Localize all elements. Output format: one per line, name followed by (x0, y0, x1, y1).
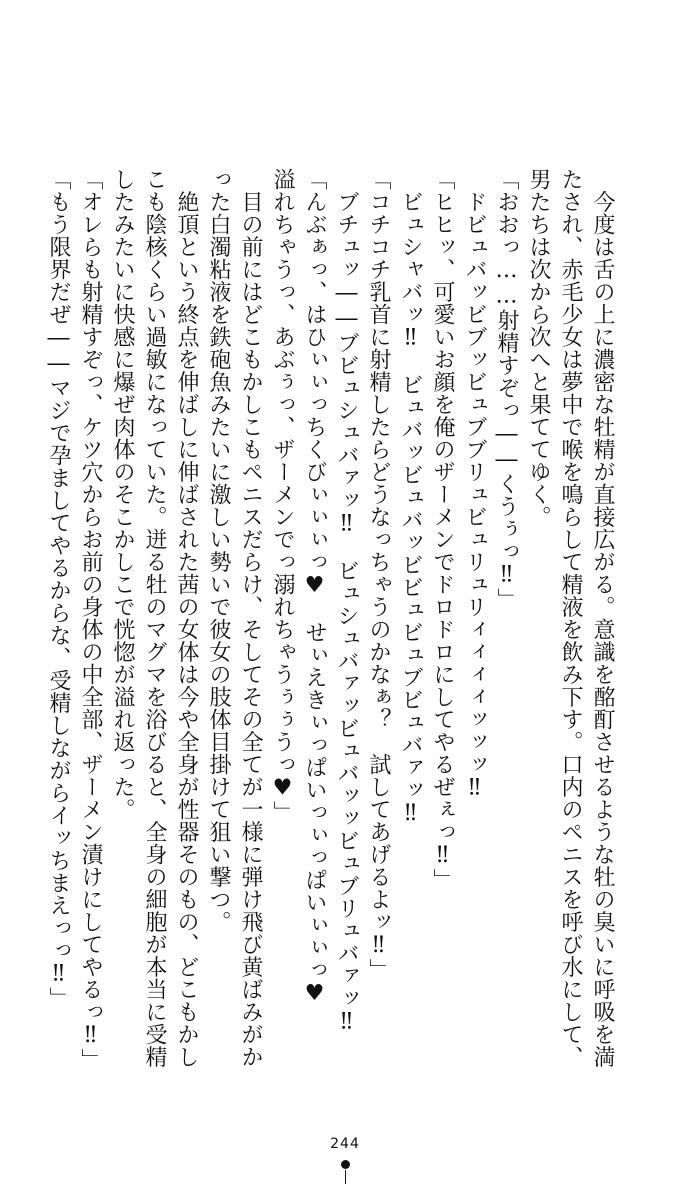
text-line: したみたいに快感に爆ぜ肉体のそこかしこで恍惚が溢れ返った。 (110, 168, 135, 821)
text-line: 「んぶぁっ、はひぃぃっちくびぃぃぃっ♥ せぃえきぃっぱいっぃっぱいぃぃっ♥ (302, 168, 327, 1007)
body-text (42, 168, 618, 1071)
page-number: 244 (330, 1136, 360, 1152)
text-line: 溢れちゃうっ、あぶぅっ、ザーメンでっ溺れちゃうぅぅうっ♥」 (270, 168, 295, 824)
text-line: 絶頂という終点を伸ばしに伸ばされた茜の女体は今や全身が性器そのもの、どこもかし (174, 168, 199, 1068)
text-line: ビュシャバッ‼ ビュバッビュバッビビュビュブビュバァッ‼ (398, 168, 423, 827)
text-line: こも陰核くらい過敏になっていた。迸る牡のマグマを浴びると、全身の細胞が本当に受精 (142, 168, 167, 1068)
text-line: 「オレらも射精すぞっ、ケツ穴からお前の身体の中全部、ザーメン漬けにしてやるっ‼」 (78, 168, 103, 1071)
text-line: 「コチコチ乳首に射精したらどうなっちゃうのかなぁ？ 試してあげるよッ‼」 (366, 168, 391, 981)
text-line: 「もう限界だぜ――マジで孕ましてやるからな、受精しながらイッちまえっっ‼」 (46, 168, 71, 1010)
text-line: ブチュッ――ブビュシュバァッ‼ ビュシュバァッビュバッッビュブリュバァッ‼ (334, 168, 359, 1035)
text-line: 「おおっ……射精すぞっ――くうぅっ‼」 (494, 168, 519, 611)
text-line: 目の前にはどこもかしこもペニスだらけ、そしてその全てが一様に弾け飛び黄ばみがか (238, 168, 263, 1068)
page-marker-dot (341, 1160, 350, 1169)
text-line: 「ヒヒッ、可愛いお顔を俺のザーメンでドロドロにしてやるぜぇっ‼」 (430, 168, 455, 891)
text-line: ドビュバッビブッビュブブリュビュリュリィィィィッッッ‼ (462, 168, 487, 801)
text-line: った白濁粘液を鉄砲魚みたいに激しい勢いで彼女の肢体目掛けて狙い撃つ。 (206, 168, 231, 933)
text-line: 今度は舌の上に濃密な牡精が直接広がる。意識を酩酊させるような牡の臭いに呼吸を満 (590, 168, 615, 1068)
text-line: 男たちは次から次へと果ててゆく。 (526, 168, 551, 528)
text-line: たされ、赤毛少女は夢中で喉を鳴らして精液を飲み下す。口内のペニスを呼び水にして、 (558, 168, 583, 1068)
page-marker-line (345, 1170, 346, 1184)
